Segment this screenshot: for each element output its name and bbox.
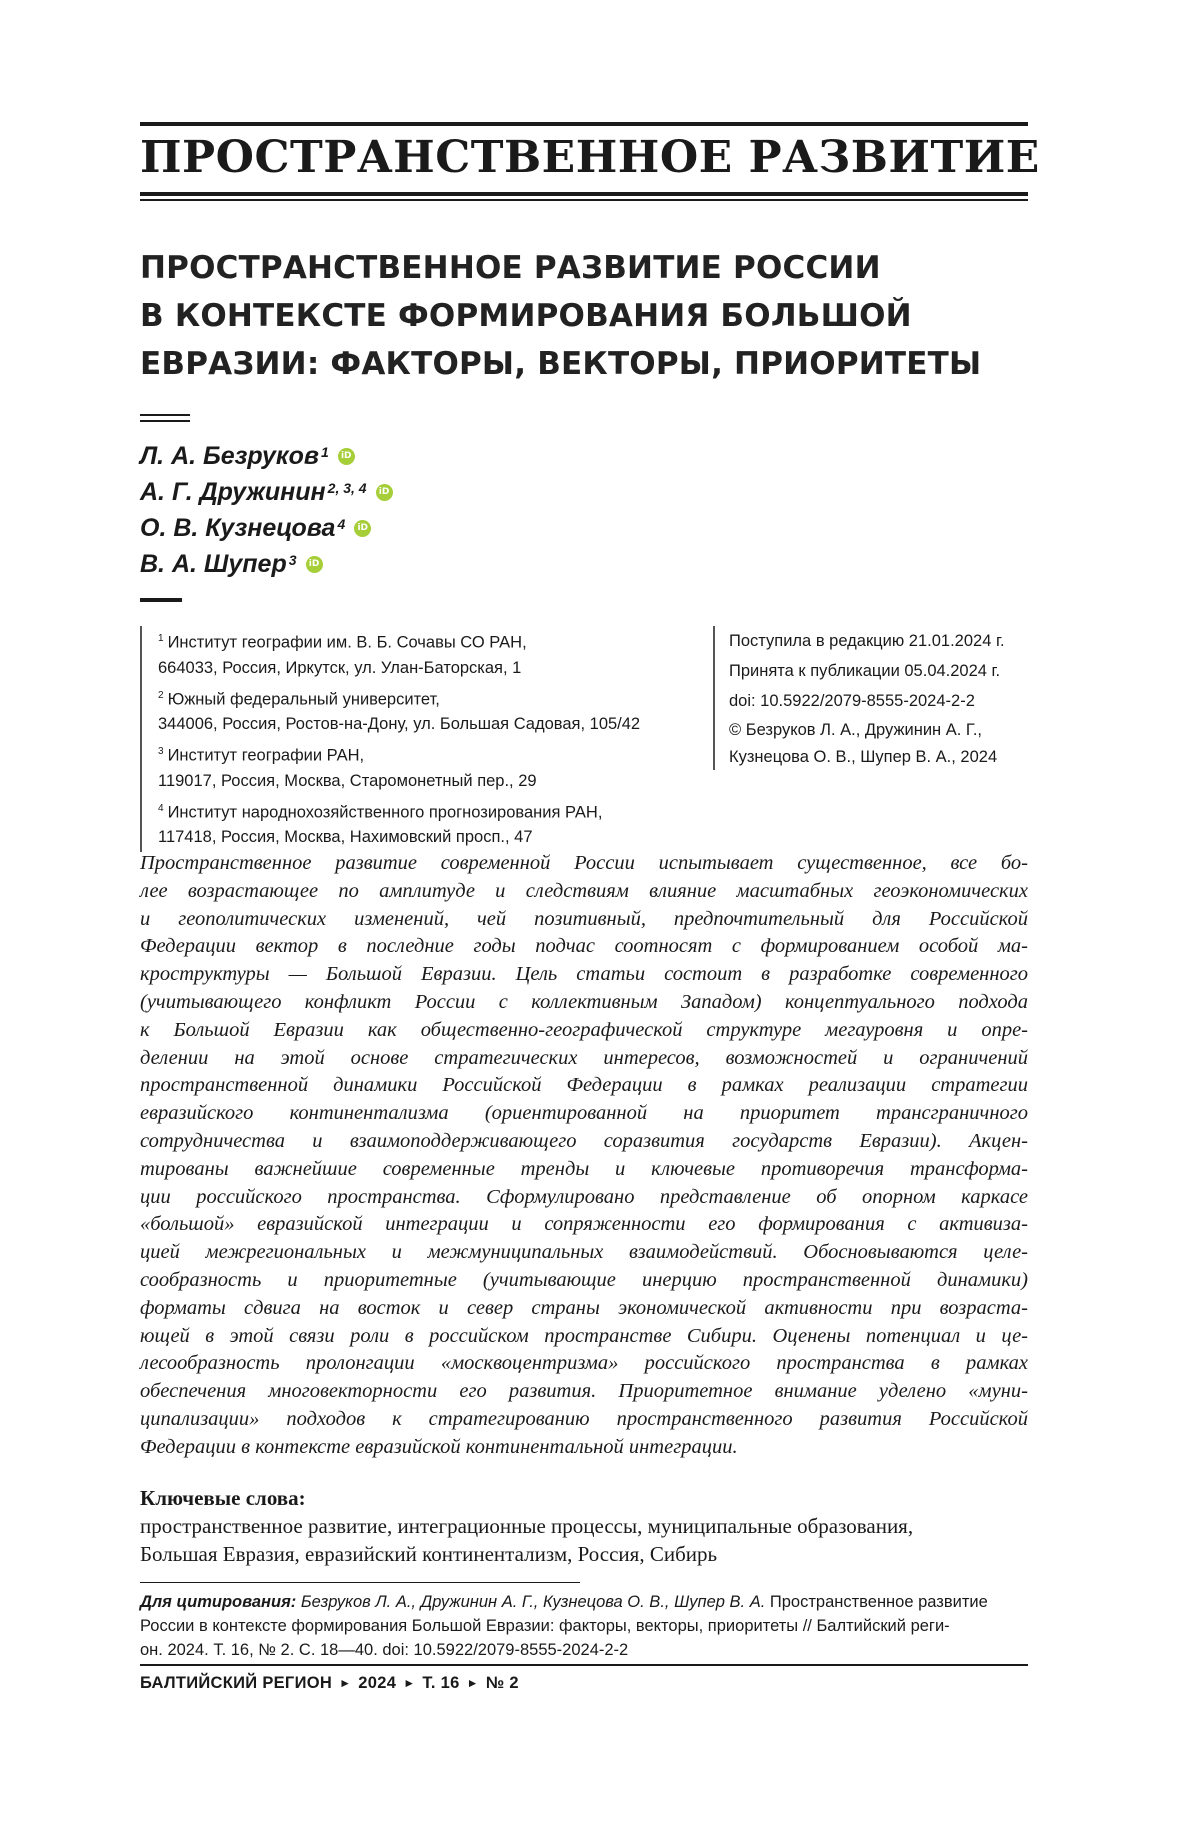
author-item	[140, 546, 393, 582]
affiliation-number: 4	[158, 802, 164, 814]
journal-issue: № 2	[485, 1674, 519, 1692]
affiliation-address: 664033, Россия, Иркутск, ул. Улан-Баторская, 1	[158, 658, 522, 677]
keywords-line: пространственное развитие, интеграционные процессы, муниципальные образования,	[140, 1514, 914, 1538]
orcid-icon[interactable]: iD	[338, 448, 355, 465]
abstract	[140, 850, 1028, 1462]
affiliation-name: Институт народнохозяйственного прогнозирования РАН,	[167, 803, 603, 821]
affiliation-item	[158, 626, 698, 681]
article-title-line: ПРОСТРАНСТВЕННОЕ РАЗВИТИЕ РОССИИ	[140, 250, 881, 286]
abstract-line: Пространственное развитие современной России испытывает существенное, все бо-	[140, 852, 1028, 874]
abstract-line: Федерации вектор в последние годы подчас соотносят с формированием особой ма-	[140, 935, 1028, 958]
affiliation-number: 3	[158, 746, 164, 757]
copyright-line: Кузнецова О. В., Шупер В. А., 2024	[729, 748, 998, 766]
abstract-line: ципализации» подходов к стратегированию пространственного развития Российской	[140, 1407, 1028, 1430]
author-affiliation-ref: 1	[320, 444, 329, 460]
abstract-line: к Большой Евразии как общественно-географической структуре мегауровня и опре-	[140, 1018, 1028, 1041]
keywords	[140, 1512, 1028, 1568]
footer-rule	[140, 1664, 1028, 1666]
affiliations	[140, 626, 698, 852]
abstract-line: лее возрастающее по амплитуде и следствиям влияние масштабных геоэкономических	[140, 879, 1028, 902]
abstract-line: лесообразность пролонгации «москвоцентризма» российского пространства в рамках	[140, 1352, 1028, 1375]
title-divider	[140, 420, 190, 422]
citation-line: он. 2024. Т. 16, № 2. С. 18—40. doi: 10.5922/2079-8555-2024-2-2	[140, 1641, 629, 1659]
citation-label: Для цитирования:	[140, 1593, 297, 1611]
journal-footer	[140, 1671, 519, 1696]
article-title-line: ЕВРАЗИИ: ФАКТОРЫ, ВЕКТОРЫ, ПРИОРИТЕТЫ	[140, 346, 982, 382]
abstract-line: сообразность и приоритетные (учитывающие инерцию пространственной динамики)	[140, 1268, 1028, 1291]
abstract-line: ции российского пространства. Сформулировано представление об опорном каркасе	[140, 1185, 1028, 1208]
abstract-line: ющей в этой связи роли в российском пространстве Сибири. Оценены потенциал и це-	[140, 1324, 1028, 1347]
citation-rule	[140, 1582, 580, 1583]
author-name: А. Г. Дружинин	[140, 478, 326, 506]
article-title	[140, 244, 1028, 388]
abstract-line: тированы важнейшие современные тренды и ключевые противоречия трансформа-	[140, 1157, 1028, 1180]
affiliation-address: 119017, Россия, Москва, Старомонетный пер., 29	[158, 771, 537, 790]
keywords-line: Большая Евразия, евразийский континентализм, Россия, Сибирь	[140, 1542, 718, 1566]
author-name: О. В. Кузнецова	[140, 514, 336, 542]
author-list	[140, 438, 393, 582]
arrow-icon: ►	[403, 1676, 416, 1690]
section-rule-bottom	[140, 192, 1028, 196]
section-rule-bottom-thin	[140, 199, 1028, 201]
abstract-line: «большой» евразийской интеграции и сопряженности его формирования с активиза-	[140, 1213, 1028, 1236]
abstract-line: делении на этой основе стратегических интересов, возможностей и ограничений	[140, 1046, 1028, 1069]
affiliation-address: 344006, Россия, Ростов-на-Дону, ул. Большая Садовая, 105/42	[158, 715, 641, 733]
abstract-line: сотрудничества и взаимоподдерживающего соразвития государств Евразии). Акцен-	[140, 1129, 1028, 1152]
citation	[140, 1590, 1028, 1662]
section-title: ПРОСТРАНСТВЕННОЕ РАЗВИТИЕ	[140, 132, 1040, 183]
orcid-icon[interactable]: iD	[376, 484, 393, 501]
abstract-line: обеспечения многовекторности его развития. Приоритетное внимание уделено «муни-	[140, 1380, 1028, 1403]
affiliation-item	[158, 739, 698, 794]
authors-divider	[140, 598, 182, 602]
abstract-line: пространственной динамики Российской Федерации в рамках реализации стратегии	[140, 1074, 1028, 1097]
section-rule-top	[140, 122, 1028, 126]
abstract-line: цией межрегиональных и межмуниципальных взаимодействий. Обосновываются целе-	[140, 1241, 1028, 1264]
accepted-date: Принята к публикации 05.04.2024 г.	[729, 662, 1001, 680]
abstract-line: евразийского континентализма (ориентированной на приоритет трансграничного	[140, 1102, 1028, 1125]
author-name: Л. А. Безруков	[140, 442, 319, 470]
journal-name: БАЛТИЙСКИЙ РЕГИОН	[140, 1674, 333, 1692]
keywords-heading: Ключевые слова:	[140, 1486, 306, 1510]
abstract-line: и геополитических изменений, чей позитивный, предпочтительный для Российской	[140, 907, 1028, 930]
affiliation-number: 1	[158, 633, 164, 644]
journal-volume: Т. 16	[422, 1674, 460, 1692]
affiliation-item	[158, 683, 698, 738]
citation-authors: Безруков Л. А., Дружинин А. Г., Кузнецова О. В., Шупер В. А.	[300, 1593, 766, 1611]
journal-year: 2024	[358, 1674, 397, 1692]
abstract-line: кроструктуры — Большой Евразии. Цель статьи состоит в разработке современного	[140, 963, 1028, 986]
affiliation-name: Южный федеральный университет,	[167, 690, 440, 708]
author-affiliation-ref: 2, 3, 4	[327, 480, 367, 496]
affiliation-number: 2	[158, 689, 164, 701]
article-title-line: В КОНТЕКСТЕ ФОРМИРОВАНИЯ БОЛЬШОЙ	[140, 298, 912, 334]
author-name: В. А. Шупер	[140, 550, 287, 578]
author-affiliation-ref: 4	[337, 516, 346, 532]
citation-line: России в контексте формирования Большой Евразии: факторы, векторы, приоритеты // Балтийский реги-	[140, 1617, 950, 1635]
citation-title: Пространственное развитие	[769, 1593, 988, 1611]
affiliation-item	[158, 796, 698, 851]
orcid-icon[interactable]: iD	[306, 556, 323, 573]
affiliation-address: 117418, Россия, Москва, Нахимовский просп., 47	[158, 828, 533, 846]
title-divider	[140, 414, 190, 416]
abstract-line: Федерации в контексте евразийской континентальной интеграции.	[140, 1435, 738, 1458]
arrow-icon: ►	[339, 1676, 352, 1690]
orcid-icon[interactable]: iD	[354, 520, 371, 537]
arrow-icon: ►	[466, 1676, 479, 1690]
doi-link[interactable]: doi: 10.5922/2079-8555-2024-2-2	[729, 692, 975, 710]
abstract-line: форматы сдвига на восток и север страны экономической активности при возраста-	[140, 1296, 1028, 1319]
affiliation-name: Институт географии им. В. Б. Сочавы СО РАН,	[167, 633, 527, 652]
author-affiliation-ref: 3	[288, 552, 297, 568]
copyright-line: © Безруков Л. А., Дружинин А. Г.,	[729, 721, 983, 739]
author-item	[140, 438, 393, 474]
received-date: Поступила в редакцию 21.01.2024 г.	[729, 632, 1005, 650]
author-item	[140, 510, 393, 546]
affiliation-name: Институт географии РАН,	[167, 746, 365, 765]
publication-info	[713, 626, 1049, 770]
abstract-line: (учитывающего конфликт России с коллективным Западом) концептуального подхода	[140, 990, 1028, 1013]
author-item	[140, 474, 393, 510]
